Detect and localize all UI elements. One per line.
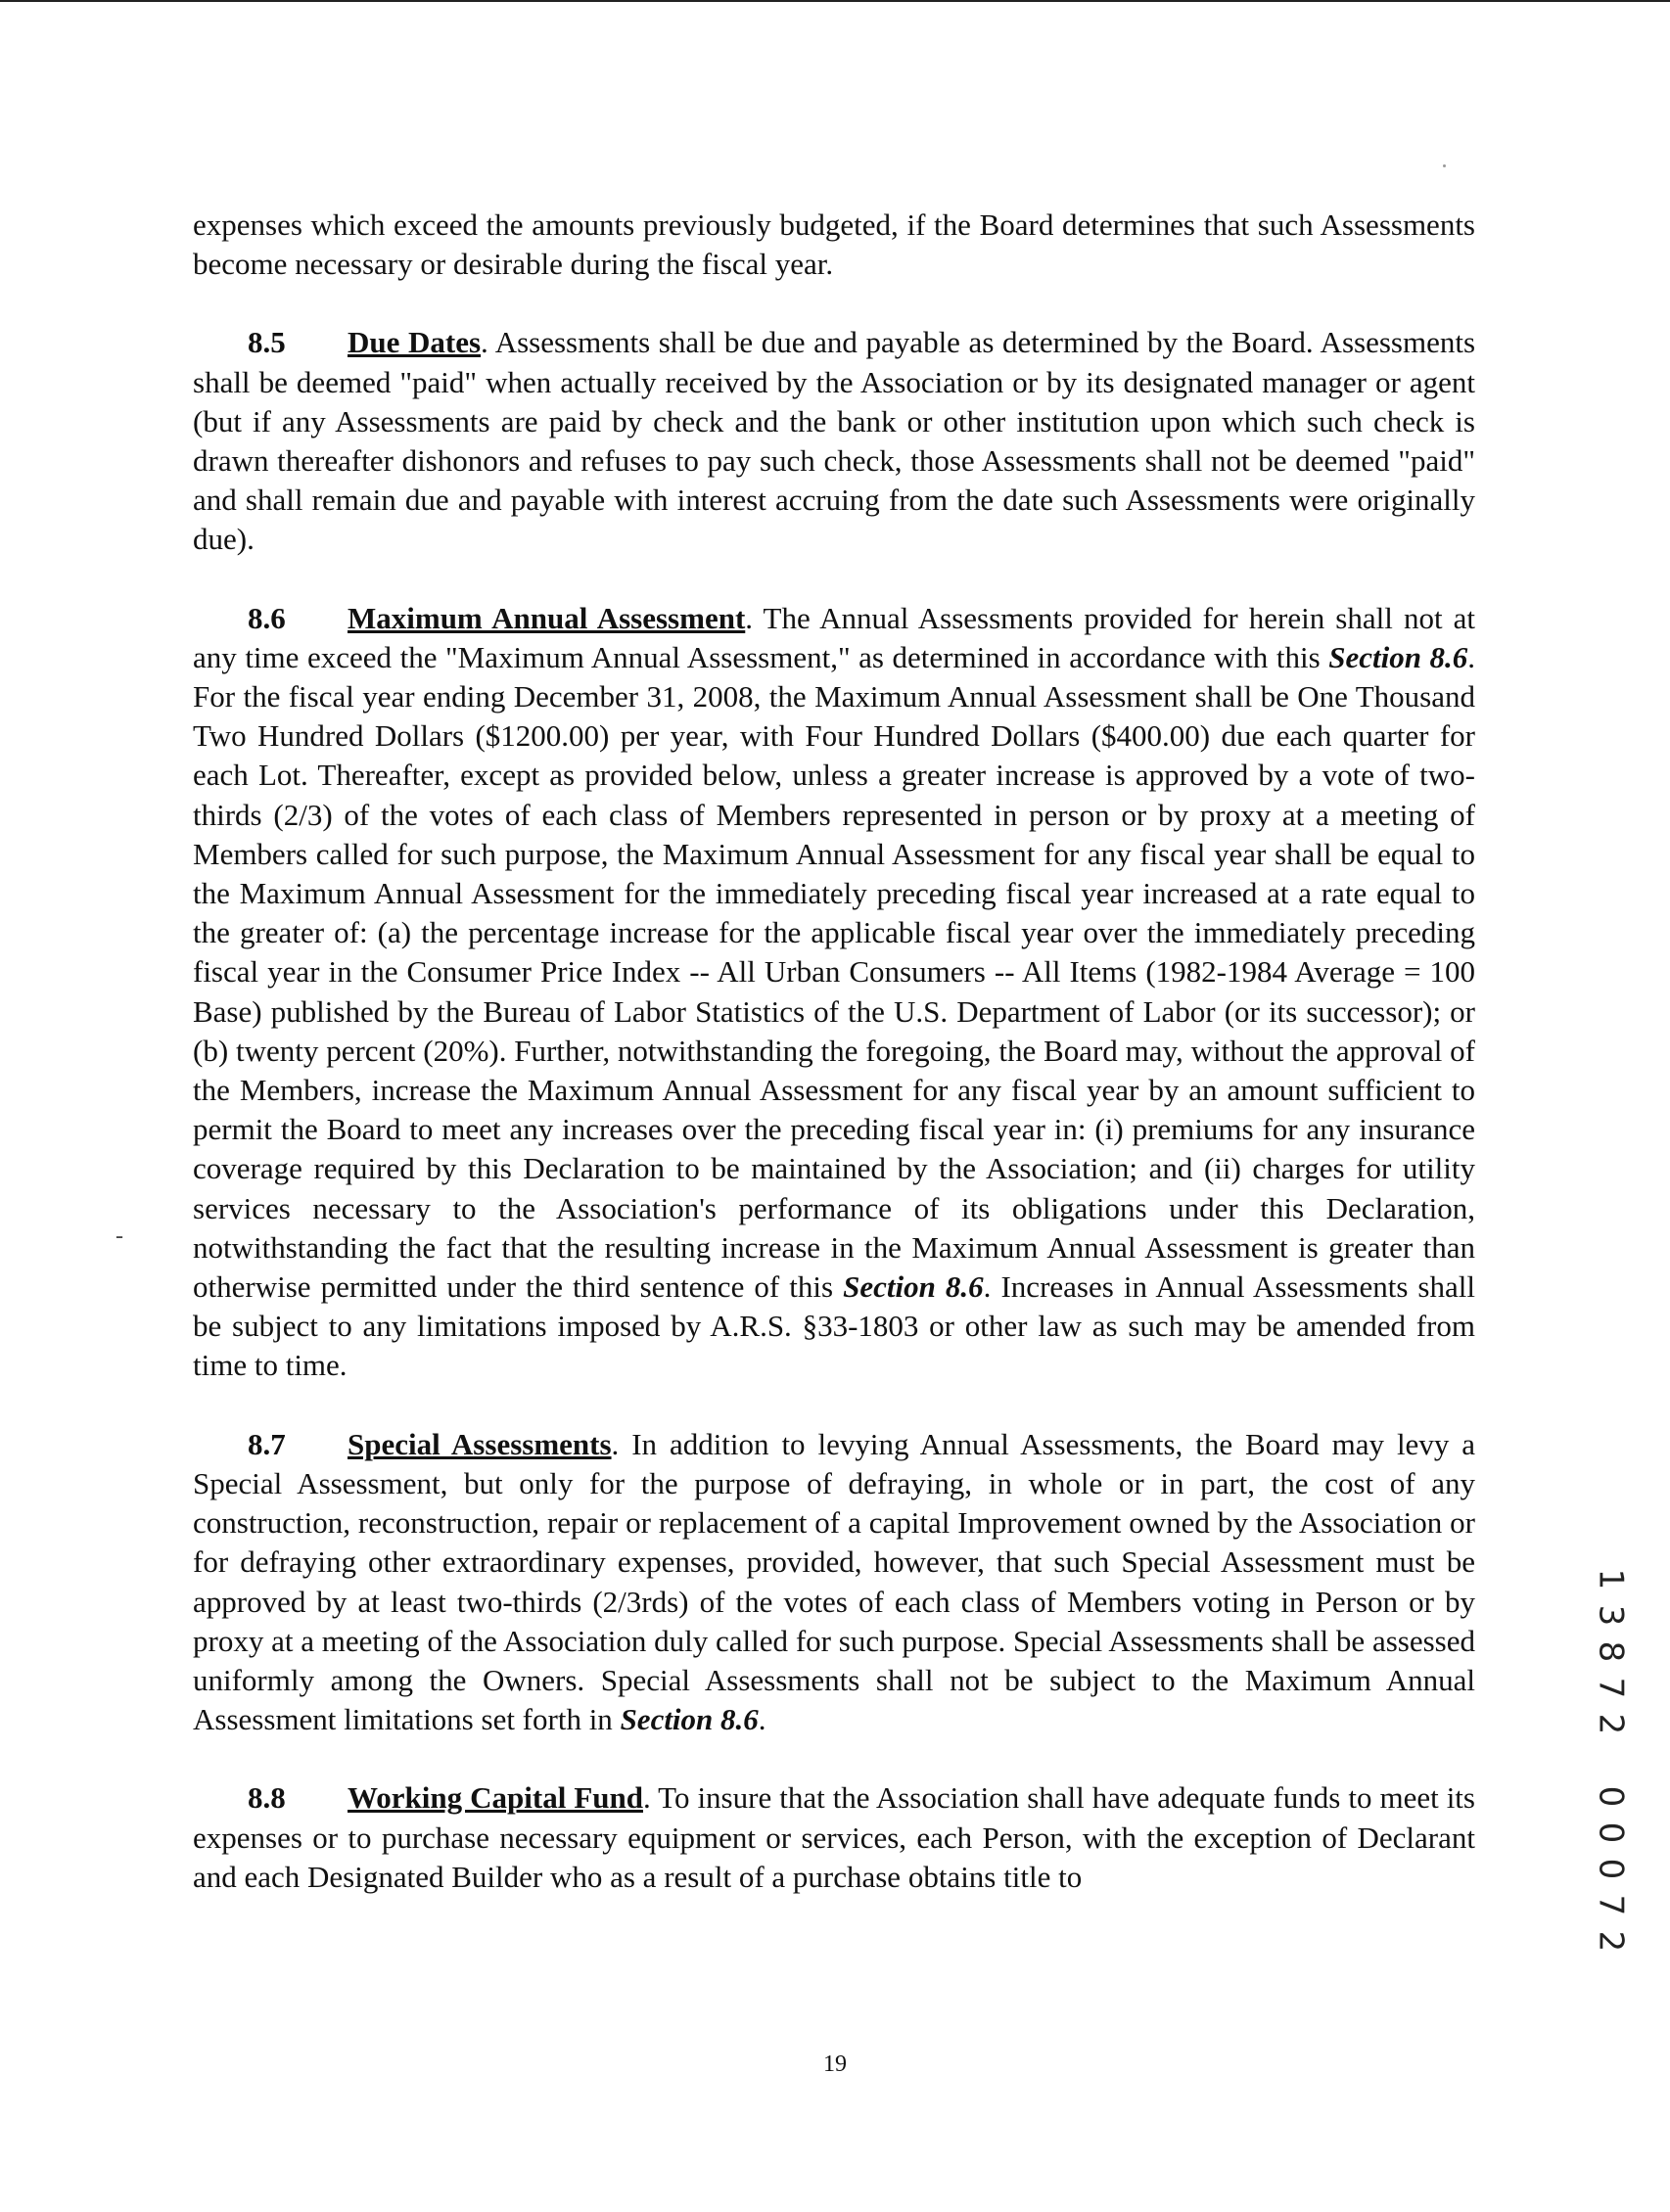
margin-mark: - — [116, 1223, 123, 1249]
document-body — [193, 206, 1475, 1936]
section-title: Special Assessments — [348, 1426, 612, 1461]
stamp-digit: 2 — [1591, 1930, 1631, 1953]
section-8-7 — [193, 1425, 1475, 1740]
section-text: . In addition to levying Annual Assessments, the Board may levy a Special Assessment, but only for the purpose of defraying, in whole or in part, the cost of any construction, reconstruction, repair or replacement of a capital Improvement owned by the Association or for defraying other extraordinary expenses, provided, however, that such Special Assessment must be approved by at least two-thirds (2/3rds) of the votes of each class of Members voting in Person or by proxy at a meeting of the Association duly called for such purpose. Special Assessments shall be assessed uniformly among the Owners. Special Assessments shall not be subject to the Maximum Annual Assessment limitations set forth in — [193, 1426, 1475, 1737]
section-text: . — [758, 1702, 766, 1737]
stamp-digit — [1593, 1741, 1629, 1780]
stamp-digit: 3 — [1591, 1604, 1631, 1627]
section-title: Working Capital Fund — [348, 1780, 643, 1816]
section-reference: Section 8.6 — [843, 1269, 984, 1305]
stamp-digit: 8 — [1591, 1640, 1631, 1663]
section-title: Due Dates — [348, 325, 482, 360]
section-text: . The Annual Assessments provided for herein shall not at any time exceed the "Maximum Annual Assessment," as determined in accordance with this — [193, 600, 1476, 674]
scan-speck — [1443, 164, 1446, 167]
page-number: 19 — [823, 2051, 847, 2077]
section-number: 8.6 — [248, 600, 286, 635]
section-reference: Section 8.6 — [1328, 639, 1468, 674]
section-reference: Section 8.6 — [620, 1702, 759, 1737]
section-8-6 — [193, 599, 1475, 1386]
section-8-5 — [193, 323, 1475, 559]
section-title: Maximum Annual Assessment — [348, 600, 746, 635]
stamp-digit: 0 — [1591, 1858, 1631, 1880]
section-number: 8.8 — [248, 1780, 286, 1816]
stamp-digit: 2 — [1591, 1713, 1631, 1735]
stamp-digit: 7 — [1591, 1894, 1631, 1916]
continuation-paragraph — [193, 206, 1475, 284]
section-text: . Increases in Annual Assessments shall be subject to any limitations imposed by A.R.S. §33-1803 or other law as such may be amended from time to time. — [193, 1269, 1475, 1383]
section-8-8 — [193, 1778, 1475, 1897]
stamp-digit: 0 — [1591, 1785, 1631, 1808]
section-number: 8.5 — [248, 325, 286, 360]
recording-stamp — [1591, 1561, 1630, 1959]
continuation-text: expenses which exceed the amounts previously budgeted, if the Board determines that such Assessments become necessary or desirable during the fiscal year. — [193, 207, 1475, 282]
section-number: 8.7 — [248, 1426, 286, 1461]
stamp-digit: 7 — [1591, 1677, 1631, 1699]
stamp-digit: 1 — [1591, 1568, 1631, 1590]
section-text: . Assessments shall be due and payable as determined by the Board. Assessments shall be deemed "paid" when actually received by the Association or by its designated manager or agent (but if any Assessments are paid by check and the bank or other institution upon which such check is drawn thereafter dishonors and refuses to pay such check, those Assessments shall not be deemed "paid" and shall remain due and payable with interest accruing from the date such Assessments were originally due). — [193, 325, 1476, 557]
top-scan-border — [0, 0, 1670, 2]
stamp-digit: 0 — [1591, 1821, 1631, 1844]
section-text: . To insure that the Association shall have adequate funds to meet its expenses or to purchase necessary equipment or services, each Person, with the exception of Declarant and each Designated Builder who as a result of a purchase obtains title to — [193, 1780, 1475, 1894]
section-text: . For the fiscal year ending December 31, 2008, the Maximum Annual Assessment shall be One Thousand Two Hundred Dollars ($1200.00) per year, with Four Hundred Dollars ($400.00) due each quarter for each Lot. Thereafter, except as provided below, unless a greater increase is approved by a vote of two-thirds (2/3) of the votes of each class of Members represented in person or by proxy at a meeting of Members called for such purpose, the Maximum Annual Assessment for any fiscal year shall be equal to the Maximum Annual Assessment for the immediately preceding fiscal year increased at a rate equal to the greater of: (a) the percentage increase for the applicable fiscal year over the immediately preceding fiscal year in the Consumer Price Index -- All Urban Consumers -- All Items (1982-1984 Average = 100 Base) published by the Bureau of Labor Statistics of the U.S. Department of Labor (or its successor); or (b) twenty percent (20%). Further, notwithstanding the foregoing, the Board may, without the approval of the Members, increase the Maximum Annual Assessment for any fiscal year by an amount sufficient to permit the Board to meet any increases over the preceding fiscal year in: (i) premiums for any insurance coverage required by this Declaration to be maintained by the Association; and (ii) charges for utility services necessary to the Association's performance of its obligations under this Declaration, notwithstanding the fact that the resulting increase in the Maximum Annual Assessment is greater than otherwise permitted under the third sentence of this — [193, 639, 1475, 1305]
